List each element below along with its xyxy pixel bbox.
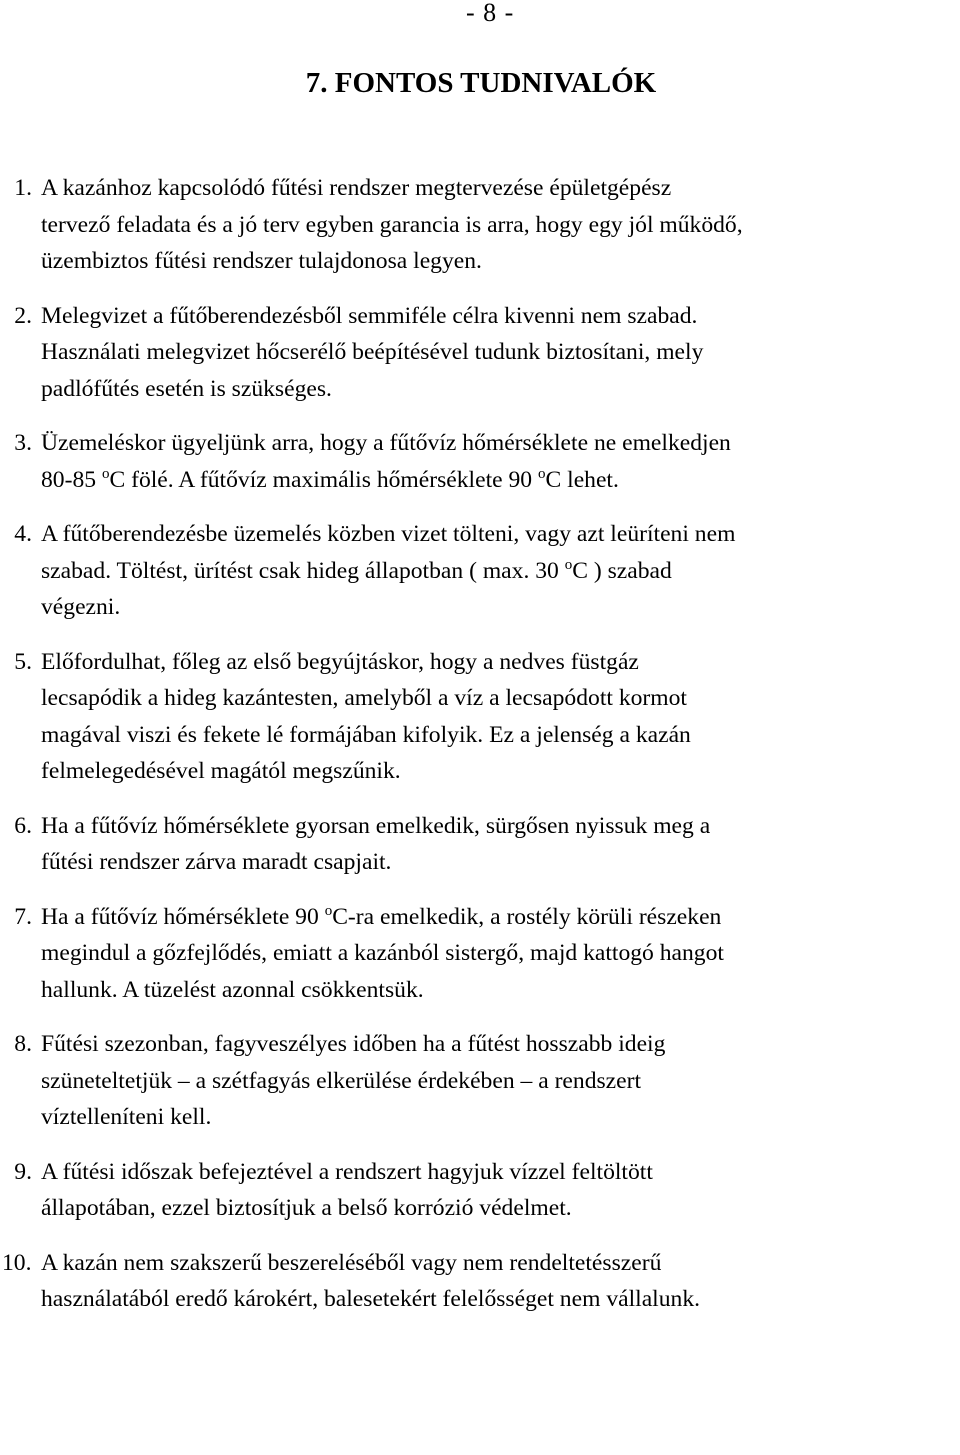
list-item <box>0 516 960 626</box>
text-line: felmelegedésével magától megszűnik. <box>41 758 401 784</box>
list-item-text <box>41 425 940 498</box>
list-item <box>0 1026 960 1136</box>
text-line: tervező feladata és a jó terv egyben garancia is arra, hogy egy jól működő, <box>41 211 743 238</box>
text-line: A fűtőberendezésbe üzemelés közben vizet tölteni, vagy azt leüríteni nem <box>41 521 736 547</box>
text-line: hallunk. A tüzelést azonnal csökkentsük. <box>41 976 424 1003</box>
text-line: víztelleníteni kell. <box>41 1104 212 1130</box>
text-line: üzembiztos fűtési rendszer tulajdonosa legyen. <box>41 248 482 274</box>
list-item-text <box>41 298 940 408</box>
text-line: Fűtési szezonban, fagyveszélyes időben ha a fűtést hosszabb ideig <box>41 1031 666 1057</box>
text-line: fűtési rendszer zárva maradt csapjait. <box>41 849 392 875</box>
list-item <box>0 1154 960 1227</box>
notice-list <box>0 170 960 1336</box>
list-item-number: 6. <box>14 812 32 839</box>
text-line: Előfordulhat, főleg az első begyújtáskor, hogy a nedves füstgáz <box>41 648 639 675</box>
list-item <box>0 170 960 280</box>
list-item-text <box>41 808 940 881</box>
text-line: Melegvizet a fűtőberendezésből semmiféle célra kivenni nem szabad. <box>41 302 698 329</box>
list-item-number: 5. <box>14 648 32 675</box>
text-line: Használati melegvizet hőcserélő beépítésével tudunk biztosítani, mely <box>41 339 704 365</box>
list-item-text <box>41 899 940 1009</box>
list-item <box>0 1245 960 1318</box>
list-item <box>0 644 960 790</box>
text-line: Ha a fűtővíz hőmérséklete gyorsan emelkedik, sürgősen nyissuk meg a <box>41 812 711 839</box>
list-item <box>0 298 960 408</box>
list-item-text <box>41 516 940 626</box>
page-number: - 8 - <box>466 0 515 27</box>
text-line: Üzemeléskor ügyeljünk arra, hogy a fűtővíz hőmérséklete ne emelkedjen <box>41 430 731 456</box>
text-line: magával viszi és fekete lé formájában kifolyik. Ez a jelenség a kazán <box>41 721 691 748</box>
list-item-number: 3. <box>14 430 32 456</box>
text-line: A kazánhoz kapcsolódó fűtési rendszer megtervezése épületgépész <box>41 175 672 201</box>
list-item-text <box>41 170 940 280</box>
text-line: szüneteltetjük – a szétfagyás elkerülése érdekében – a rendszert <box>41 1067 642 1094</box>
text-line: végezni. <box>41 594 121 620</box>
list-item-number: 2. <box>14 302 32 329</box>
list-item <box>0 808 960 881</box>
list-item <box>0 425 960 498</box>
text-line: A kazán nem szakszerű beszereléséből vagy nem rendeltetésszerű <box>41 1249 662 1276</box>
text-line: Ha a fűtővíz hőmérséklete 90 $^o$C-ra emelkedik, a rostély körüli részeken <box>41 902 722 930</box>
text-line: lecsapódik a hideg kazántesten, amelyből a víz a lecsapódott kormot <box>41 685 687 711</box>
list-item-number: 4. <box>14 521 32 547</box>
text-line: megindul a gőzfejlődés, emiatt a kazánból sistergő, majd kattogó hangot <box>41 940 724 966</box>
text-line: A fűtési időszak befejeztével a rendszert hagyjuk vízzel feltöltött <box>41 1158 653 1185</box>
text-line: padlófűtés esetén is szükséges. <box>41 375 332 402</box>
list-item-number: 8. <box>14 1031 32 1057</box>
list-item <box>0 899 960 1009</box>
text-line: 80-85 $^o$C fölé. A fűtővíz maximális hőmérséklete 90 $^o$C lehet. <box>41 465 619 493</box>
list-item-text <box>41 1245 940 1318</box>
section-heading: 7. FONTOS TUDNIVALÓK <box>305 67 657 99</box>
text-line: szabad. Töltést, ürítést csak hideg állapotban ( max. 30 $^o$C ) szabad <box>41 556 672 584</box>
list-item-number: 10. <box>2 1249 32 1276</box>
list-item-number: 1. <box>14 175 32 201</box>
list-item-number: 9. <box>14 1158 32 1185</box>
list-item-text <box>41 1154 940 1227</box>
list-item-number: 7. <box>14 903 32 930</box>
list-item-text <box>41 644 940 790</box>
text-line: használatából eredő károkért, balesetekért felelősséget nem vállalunk. <box>41 1286 701 1312</box>
list-item-text <box>41 1026 940 1136</box>
text-line: állapotában, ezzel biztosítjuk a belső korrózió védelmet. <box>41 1195 572 1221</box>
